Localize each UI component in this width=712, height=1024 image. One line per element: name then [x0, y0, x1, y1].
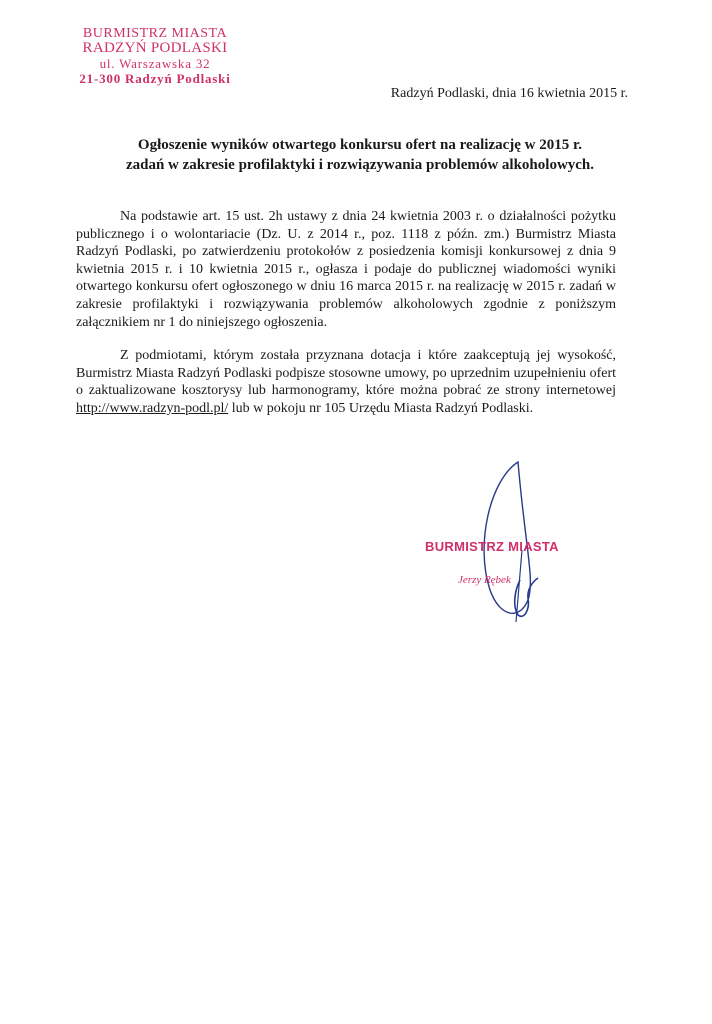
paragraph-2-text: Z podmiotami, którym została przyznana dotacja i które zaakceptują jej wysokość, Burmistrz Miasta Radzyń Podlaski podpisze stosowne umowy, po uprzednim uzupełnieniu ofert o zaktualizowane kosztorysy lub harmonogramy, które można pobrać ze strony internetowej	[76, 348, 616, 399]
signature-stamp-name: Jerzy Rębek	[458, 574, 511, 586]
stamp-postal: 21-300 Radzyń Podlaski	[79, 71, 231, 86]
paragraph-2-text-end: lub w pokoju nr 105 Urzędu Miasta Radzyń Podlaski.	[228, 400, 534, 416]
title-line-1: Ogłoszenie wyników otwartego konkursu ofert na realizację w 2015 r.	[137, 137, 583, 153]
signature-block	[420, 450, 640, 630]
stamp-street: ul. Warszawska 32	[99, 56, 211, 71]
header-stamp	[70, 26, 240, 86]
title-line-2: zadań w zakresie profilaktyki i rozwiązywania problemów alkoholowych.	[125, 157, 595, 173]
paragraph-legal-basis	[76, 208, 616, 331]
stamp-city: RADZYŃ PODLASKI	[82, 40, 228, 56]
place-and-date: Radzyń Podlaski, dnia 16 kwietnia 2015 r.	[390, 86, 628, 101]
signature-stamp-title: BURMISTRZ MIASTA	[425, 539, 559, 554]
paragraph-1-text: Na podstawie art. 15 ust. 2h ustawy z dnia 24 kwietnia 2003 r. o działalności pożytku publicznego i o wolontariacie (Dz. U. z 2014 r., poz. 1118 z późn. zm.) Burmistrz Miasta Radzyń Podlaski, po zatwierdzeniu protokołów z posiedzenia komisji konkursowej z dnia 9 kwietnia 2015 r. i 10 kwietnia 2015 r., ogłasza i podaje do publicznej wiadomości wyniki otwartego konkursu ofert ogłoszonego w dniu 16 marca 2015 r. na realizację w 2015 r. zadań w zakresie profilaktyki i rozwiązywania problemów alkoholowych zgodnie z poniższym załącznikiem nr 1 do niniejszego ogłoszenia.	[76, 209, 616, 330]
website-link[interactable]: http://www.radzyn-podl.pl/	[76, 400, 229, 416]
stamp-office-title: BURMISTRZ MIASTA	[82, 26, 228, 41]
paragraph-contracts	[76, 347, 616, 417]
document-title	[60, 135, 660, 175]
